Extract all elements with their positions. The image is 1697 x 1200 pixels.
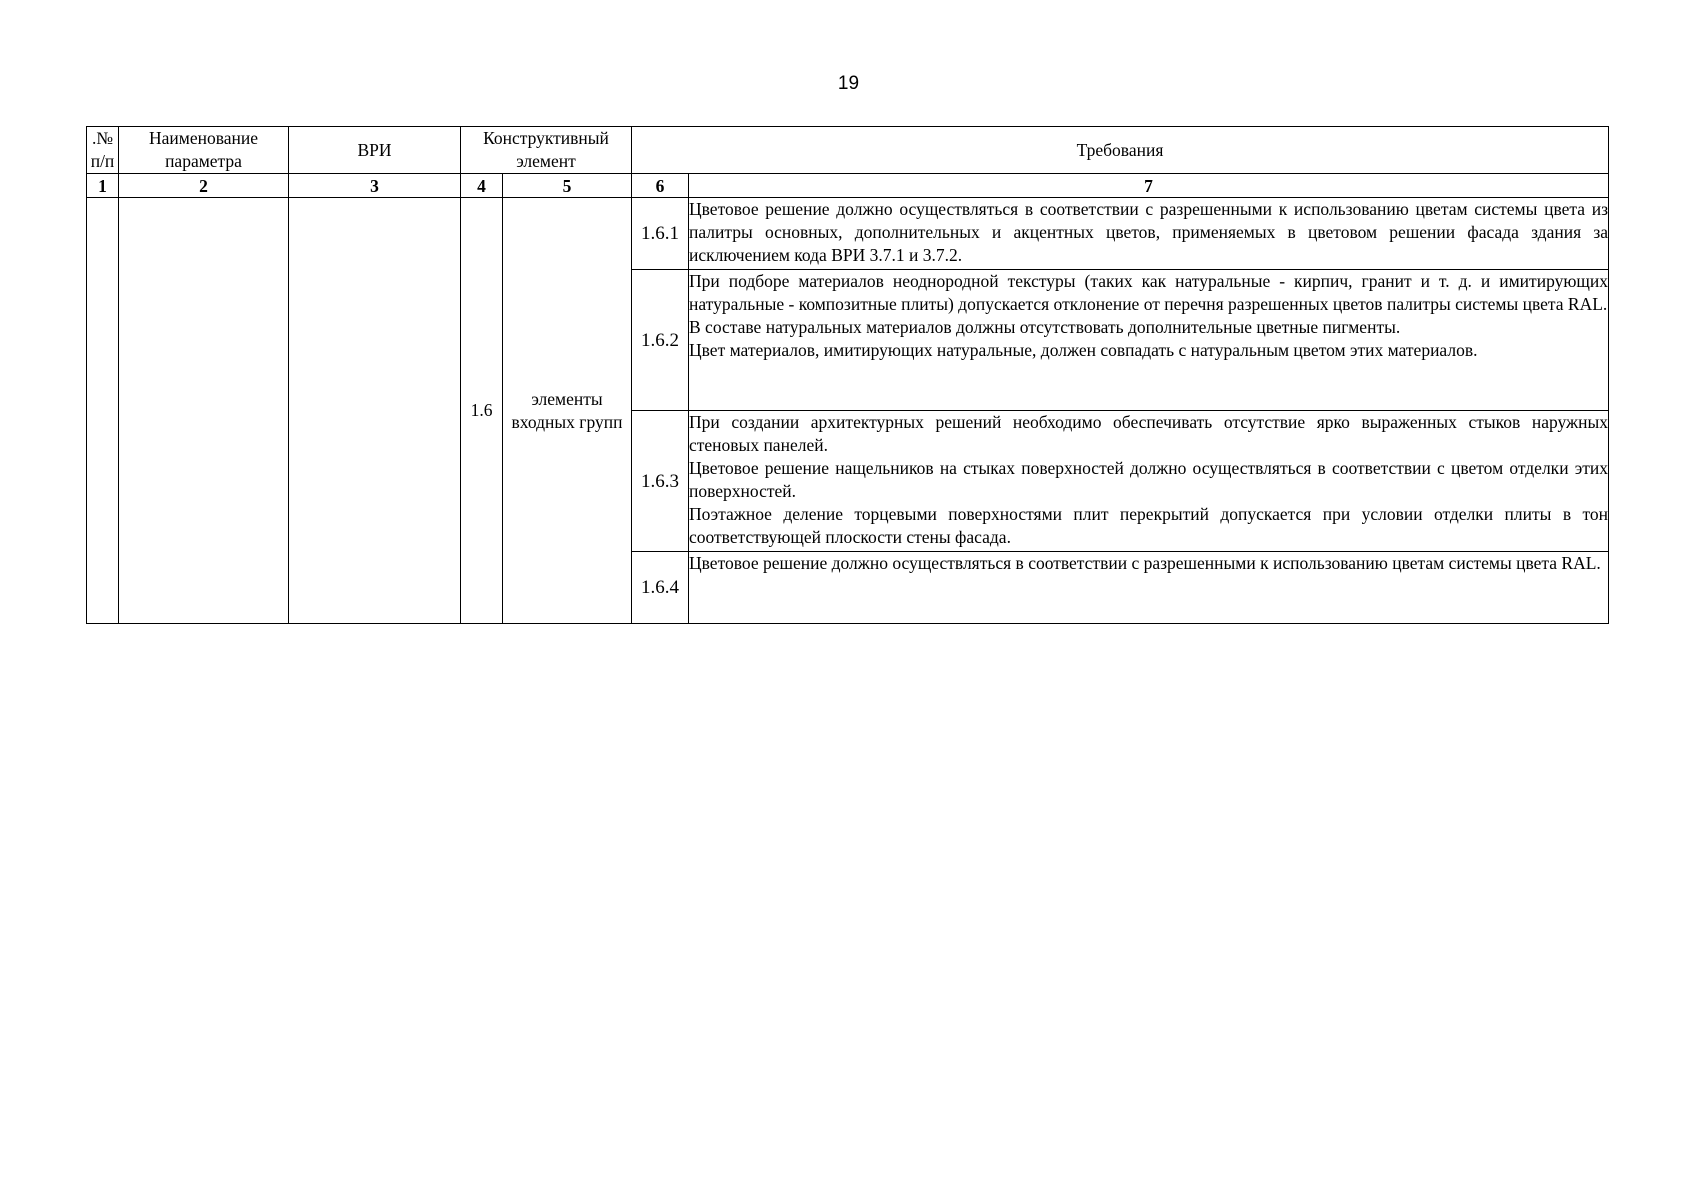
requirement-text bbox=[689, 270, 1609, 411]
column-number: 1 bbox=[87, 174, 119, 198]
cell-vri-empty bbox=[289, 198, 461, 624]
table-row bbox=[87, 198, 1609, 270]
column-number: 2 bbox=[119, 174, 289, 198]
column-number: 5 bbox=[503, 174, 632, 198]
requirement-paragraph: В составе натуральных материалов должны отсутствовать дополнительные цветные пигменты. bbox=[689, 317, 1401, 337]
requirement-paragraph: Поэтажное деление торцевыми поверхностями плит перекрытий допускается при условии отделки плиты в тон соответствующей плоскости стены фасада. bbox=[689, 504, 1608, 547]
cell-param-name-empty bbox=[119, 198, 289, 624]
requirement-paragraph: При создании архитектурных решений необходимо обеспечивать отсутствие ярко выраженных стыков наружных стеновых панелей. bbox=[689, 412, 1608, 455]
page-number: 19 bbox=[837, 73, 860, 94]
requirement-code: 1.6.4 bbox=[632, 552, 689, 624]
header-requirements: Требования bbox=[632, 127, 1609, 174]
cell-num-empty bbox=[87, 198, 119, 624]
header-num: .№ п/п bbox=[87, 127, 119, 174]
header-element: Конструктивный элемент bbox=[461, 127, 632, 174]
requirement-paragraph: Цветовое решение должно осуществляться в соответствии с разрешенными к использованию цветам системы цвета RAL. bbox=[689, 553, 1601, 573]
requirement-text bbox=[689, 411, 1609, 552]
column-number: 3 bbox=[289, 174, 461, 198]
group-name: элементы входных групп bbox=[503, 198, 632, 624]
requirement-paragraph: При подборе материалов неоднородной текстуры (таких как натуральные - кирпич, гранит и т. д. и имитирующих натуральные - композитные плиты) допускается отклонение от перечня разрешенных цветов палитры системы цвета RAL. bbox=[689, 271, 1608, 314]
header-row bbox=[87, 127, 1609, 174]
column-number: 4 bbox=[461, 174, 503, 198]
column-number: 6 bbox=[632, 174, 689, 198]
requirement-text bbox=[689, 552, 1609, 624]
header-param-name: Наименование параметра bbox=[119, 127, 289, 174]
requirement-paragraph: Цветовое решение нащельников на стыках поверхностей должно осуществляться в соответствии с цветом отделки этих поверхностей. bbox=[689, 458, 1608, 501]
header-vri: ВРИ bbox=[289, 127, 461, 174]
requirements-table bbox=[86, 126, 1609, 624]
requirement-code: 1.6.1 bbox=[632, 198, 689, 270]
requirement-text bbox=[689, 198, 1609, 270]
requirement-code: 1.6.2 bbox=[632, 270, 689, 411]
column-number-row bbox=[87, 174, 1609, 198]
requirement-paragraph: Цвет материалов, имитирующих натуральные, должен совпадать с натуральным цветом этих материалов. bbox=[689, 340, 1478, 360]
requirement-code: 1.6.3 bbox=[632, 411, 689, 552]
column-number: 7 bbox=[689, 174, 1609, 198]
requirement-paragraph: Цветовое решение должно осуществляться в соответствии с разрешенными к использованию цветам системы цвета из палитры основных, дополнительных и акцентных цветов, применяемых в цветовом решении фасада здания за исключением кода ВРИ 3.7.1 и 3.7.2. bbox=[689, 199, 1608, 265]
group-code: 1.6 bbox=[461, 198, 503, 624]
